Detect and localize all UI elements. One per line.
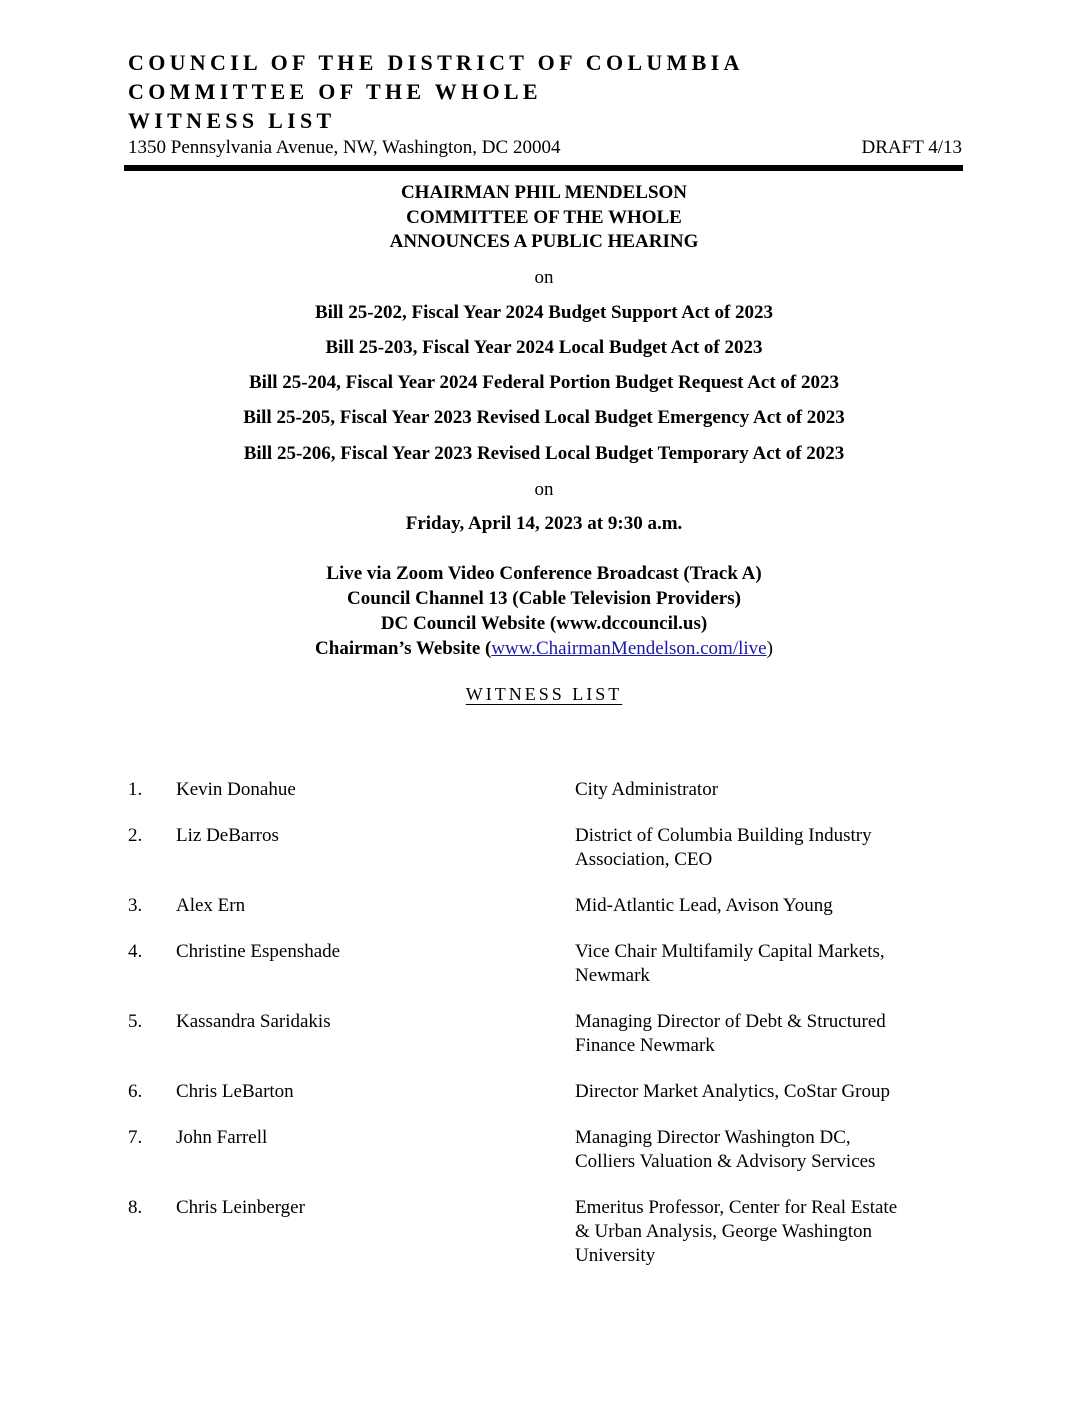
on-text-1: on bbox=[534, 267, 554, 288]
witness-number: 5. bbox=[128, 1011, 143, 1032]
affiliation-line: University bbox=[575, 1245, 656, 1266]
witness-name: Chris Leinberger bbox=[176, 1197, 305, 1218]
affiliation-line: Mid-Atlantic Lead, Avison Young bbox=[575, 895, 833, 916]
bill-item: Bill 25-205, Fiscal Year 2023 Revised Local Budget Emergency Act of 2023 bbox=[243, 407, 845, 428]
affiliation-line: Emeritus Professor, Center for Real Estate bbox=[575, 1197, 898, 1218]
chairman-website-prefix: Chairman’s Website ( bbox=[315, 638, 492, 659]
header-rule bbox=[124, 165, 963, 171]
witness-name: John Farrell bbox=[176, 1127, 268, 1148]
witness-affiliation bbox=[575, 940, 955, 988]
affiliation-line: & Urban Analysis, George Washington bbox=[575, 1221, 872, 1242]
witness-name: Alex Ern bbox=[176, 895, 246, 916]
bill-item: Bill 25-204, Fiscal Year 2024 Federal Portion Budget Request Act of 2023 bbox=[249, 372, 839, 393]
letterhead bbox=[128, 48, 962, 160]
affiliation-line: Director Market Analytics, CoStar Group bbox=[575, 1081, 891, 1102]
letterhead-council: COUNCIL OF THE DISTRICT OF COLUMBIA bbox=[128, 50, 744, 75]
affiliation-line: Managing Director of Debt & Structured bbox=[575, 1011, 886, 1032]
affiliation-line: Managing Director Washington DC, bbox=[575, 1127, 851, 1148]
witness-name: Liz DeBarros bbox=[176, 825, 279, 846]
witness-number: 1. bbox=[128, 779, 143, 800]
witness-name: Kevin Donahue bbox=[176, 779, 296, 800]
witness-list-heading: WITNESS LIST bbox=[465, 684, 623, 704]
zoom-line: Live via Zoom Video Conference Broadcast (Track A) bbox=[326, 563, 762, 584]
bill-item: Bill 25-206, Fiscal Year 2023 Revised Local Budget Temporary Act of 2023 bbox=[243, 443, 845, 464]
bill-item: Bill 25-202, Fiscal Year 2024 Budget Support Act of 2023 bbox=[314, 302, 774, 323]
witness-name: Chris LeBarton bbox=[176, 1081, 294, 1102]
witness-affiliation bbox=[575, 824, 955, 872]
chairman-line: CHAIRMAN PHIL MENDELSON bbox=[400, 182, 688, 203]
chairman-website-link[interactable]: www.ChairmanMendelson.com/live bbox=[491, 638, 767, 659]
council-website-line: DC Council Website (www.dccouncil.us) bbox=[380, 613, 708, 634]
address-row bbox=[128, 136, 962, 160]
witness-number: 2. bbox=[128, 825, 143, 846]
witness-affiliation bbox=[575, 1080, 955, 1104]
witness-number: 7. bbox=[128, 1127, 143, 1148]
witness-name: Christine Espenshade bbox=[176, 941, 341, 962]
affiliation-line: Vice Chair Multifamily Capital Markets, bbox=[575, 941, 885, 962]
witness-affiliation bbox=[575, 1126, 955, 1174]
affiliation-line: Association, CEO bbox=[575, 849, 713, 870]
affiliation-line: District of Columbia Building Industry bbox=[575, 825, 872, 846]
bill-item: Bill 25-203, Fiscal Year 2024 Local Budget Act of 2023 bbox=[325, 337, 763, 358]
letterhead-committee: COMMITTEE OF THE WHOLE bbox=[128, 79, 542, 104]
chairman-website-suffix: ) bbox=[766, 638, 773, 659]
witness-name: Kassandra Saridakis bbox=[176, 1011, 331, 1032]
affiliation-line: City Administrator bbox=[575, 779, 719, 800]
broadcast-info bbox=[0, 561, 1088, 661]
announces-line: ANNOUNCES A PUBLIC HEARING bbox=[389, 231, 699, 252]
channel-line: Council Channel 13 (Cable Television Providers) bbox=[347, 588, 741, 609]
on-text-2: on bbox=[534, 479, 554, 500]
draft-label: DRAFT 4/13 bbox=[861, 137, 962, 158]
witness-number: 4. bbox=[128, 941, 143, 962]
address: 1350 Pennsylvania Avenue, NW, Washington, DC 20004 bbox=[128, 137, 561, 158]
witness-affiliation bbox=[575, 894, 955, 918]
affiliation-line: Newmark bbox=[575, 965, 650, 986]
witness-affiliation bbox=[575, 1196, 955, 1268]
witness-number: 3. bbox=[128, 895, 143, 916]
chairman-website-line bbox=[0, 636, 1088, 661]
letterhead-witness-list: WITNESS LIST bbox=[128, 108, 336, 133]
witness-number: 6. bbox=[128, 1081, 143, 1102]
affiliation-line: Colliers Valuation & Advisory Services bbox=[575, 1151, 876, 1172]
witness-number: 8. bbox=[128, 1197, 143, 1218]
hearing-date: Friday, April 14, 2023 at 9:30 a.m. bbox=[405, 513, 683, 534]
announcement-heading bbox=[0, 181, 1088, 255]
witness-affiliation bbox=[575, 778, 955, 802]
affiliation-line: Finance Newmark bbox=[575, 1035, 715, 1056]
witness-affiliation bbox=[575, 1010, 955, 1058]
committee-line: COMMITTEE OF THE WHOLE bbox=[406, 206, 682, 228]
